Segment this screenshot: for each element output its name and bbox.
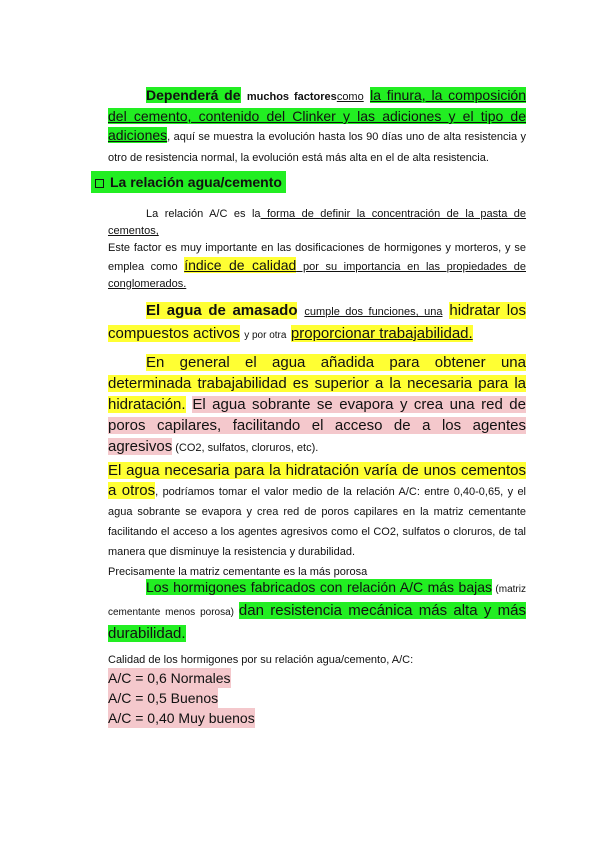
text-como: como <box>336 91 364 103</box>
highlight-agua-sobrante: El agua sobrante se evapora y crea una red de poros capilares, facilitando el acceso de a los agentes agresivos <box>108 396 526 455</box>
text-forma-definir: forma de definir la concentración de la pasta de cementos, <box>108 208 527 237</box>
text-muchos-factores: muchos factores <box>246 91 337 103</box>
paragraph-agua-amasado <box>108 300 526 347</box>
highlight-trabajabilidad: proporcionar trabajabilidad. <box>290 325 473 342</box>
quality-list <box>108 652 413 728</box>
highlight-hormigones: Los hormigones fabricados con relación A/C más bajas <box>146 579 493 595</box>
highlight-agua-amasado: El agua de amasado <box>146 302 298 319</box>
highlight-dependera: Dependerá de <box>146 87 241 103</box>
text-co2-sulfatos: (CO2, sulfatos, cloruros, etc). <box>172 442 319 454</box>
checkbox-bullet-icon <box>95 179 104 188</box>
text-relacion-ac: La relación A/C es la <box>146 208 261 220</box>
text-valor-medio: , podríamos tomar el valor medio de la relación A/C: entre 0,40-0,65, y el agua sobrante se evapora y crea red de poros capilares en la matriz cementante facilitando el acceso a los agentes agresivos como el CO2, sulfatos o cloruros, de tal manera que disminuye la resistencia y durabilidad. <box>108 486 527 558</box>
highlight-indice-calidad: índice de calidad <box>184 257 297 273</box>
text-evolucion: , aquí se muestra la evolución hasta los 90 días uno de alta resistencia y otro de resistencia normal, la evolución está más alta en el de alta resistencia. <box>108 131 526 164</box>
text-por-otra: y por otra <box>244 330 287 341</box>
paragraph-agua-necesaria <box>108 461 526 582</box>
text-cumple: cumple dos funciones, una <box>304 306 443 318</box>
highlight-hidratar: hidratar los compuestos activos <box>108 302 526 342</box>
quality-title: Calidad de los hormigones por su relación agua/cemento, A/C: <box>108 654 414 666</box>
quality-item-normales: A/C = 0,6 Normales <box>108 670 231 686</box>
text-matriz-menos-porosa: (matriz cementante menos porosa) <box>108 584 526 618</box>
paragraph-finura <box>108 86 526 168</box>
quality-item-muy-buenos: A/C = 0,40 Muy buenos <box>108 710 255 726</box>
section-heading <box>91 171 286 193</box>
quality-item-buenos: A/C = 0,5 Buenos <box>108 690 219 706</box>
heading-text: La relación agua/cemento <box>110 174 282 190</box>
paragraph-hormigones <box>108 577 526 644</box>
highlight-en-general: En general el agua añadida para obtener una determinada trabajabilidad es superior a la necesaria para la hidratación. <box>108 354 526 413</box>
text-matriz-porosa: Precisamente la matriz cementante es la más porosa <box>108 566 368 578</box>
paragraph-relacion-ac <box>108 206 526 293</box>
highlight-finura: la finura, la composición del cemento, contenido del Clinker y las adiciones y el tipo de adiciones <box>108 87 526 143</box>
paragraph-agua-anadida <box>108 352 526 459</box>
text-propiedades: por su importancia en las propiedades de conglomerados. <box>108 261 526 290</box>
highlight-agua-necesaria: El agua necesaria para la hidratación varía de unos cementos a otros <box>108 462 526 499</box>
text-este-factor: Este factor es muy importante en las dosificaciones de hormigones y morteros, y se emplea como <box>108 242 526 273</box>
highlight-resistencia: dan resistencia mecánica más alta y más durabilidad. <box>108 602 526 642</box>
